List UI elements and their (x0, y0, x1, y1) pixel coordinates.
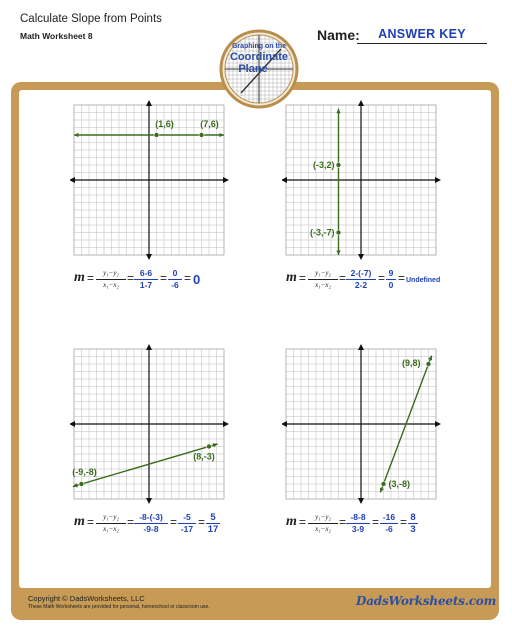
point-label: (3,-8) (388, 479, 411, 489)
general-slope-fraction: $\frac{\text{y₁−y₂}}{\text{x₁−x₂}}$ (96, 512, 126, 535)
badge-text-2: Coordinate (229, 51, 289, 63)
slope-formula-2: m = $\frac{\text{y₁−y₂}}{\text{x₁−x₂}}$ = $\frac{2-(-7)}{2-2}$ = $\frac{9}{0}$ = Undefined (286, 268, 441, 290)
point-label: (9,8) (401, 358, 421, 368)
point-label: (-9,-8) (72, 467, 97, 477)
point-1 (79, 482, 84, 487)
slope-formula-4: m = $\frac{\text{y₁−y₂}}{\text{x₁−x₂}}$ = $\frac{-8-8}{3-9}$ = $\frac{-16}{-6}$ = $\frac{8}{3}$ (286, 511, 466, 545)
badge-text-1: Graphing on the (231, 43, 287, 50)
point-1 (154, 133, 159, 138)
substituted-fraction: $\frac{-8-8}{3-9}$ (346, 512, 370, 535)
graph-4 (282, 344, 462, 504)
substituted-fraction: $\frac{-8-(-3)}{-9-8}$ (134, 512, 168, 535)
coordinate-plane-badge-icon (219, 29, 299, 109)
graph-1 (70, 100, 250, 260)
graph-3 (70, 344, 250, 504)
slope-symbol: m (74, 514, 85, 529)
slope-formula-3: m = $\frac{\text{y₁−y₂}}{\text{x₁−x₂}}$ = $\frac{-8-(-3)}{-9-8}$ = $\frac{-5}{-17}$ = $\frac{5}{17}$ (74, 512, 219, 535)
graph-line (73, 443, 218, 487)
name-underline (357, 43, 487, 44)
slope-symbol: m (286, 270, 297, 285)
point-1 (426, 362, 431, 367)
worksheet-subtitle: Math Worksheet 8 (20, 31, 93, 41)
point-label: (-3,-7) (310, 227, 335, 238)
point-label: (8,-3) (193, 451, 215, 462)
badge-text-3: Plane (238, 63, 268, 75)
general-slope-fraction: $\frac{\text{y₁−y₂}}{\text{x₁−x₂}}$ (96, 268, 126, 291)
simplified-fraction: $\frac{9}{0}$ (386, 268, 396, 291)
point-label: (7,6) (200, 119, 219, 129)
graph-2 (282, 100, 462, 260)
point-2 (199, 133, 204, 138)
point-2 (336, 230, 341, 235)
slope-result: Undefined (406, 277, 441, 284)
simplified-fraction: $\frac{-16}{-6}$ (380, 512, 398, 535)
name-label: Name: (317, 27, 360, 43)
general-slope-fraction: $\frac{\text{y₁−y₂}}{\text{x₁−x₂}}$ (308, 268, 338, 291)
axes (282, 344, 441, 504)
axes (282, 100, 441, 260)
name-value: ANSWER KEY (378, 27, 466, 41)
point-2 (381, 482, 386, 487)
point-label: (1,6) (155, 119, 174, 129)
slope-result: $\frac{5}{17}$ (207, 512, 219, 535)
simplified-fraction: $\frac{0}{-6}$ (168, 268, 182, 291)
slope-result: 0 (193, 272, 201, 287)
copyright-text: Copyright © DadsWorksheets, LLC (28, 594, 145, 603)
substituted-fraction: $\frac{2-(-7)}{2-2}$ (346, 268, 376, 291)
simplified-fraction: $\frac{-5}{-17}$ (178, 512, 196, 535)
slope-formula-1: m = $\frac{\text{y₁−y₂}}{\text{x₁−x₂}}$ = $\frac{6-6}{1-7}$ = $\frac{0}{-6}$ = 0 (74, 268, 201, 290)
worksheet-title: Calculate Slope from Points (20, 13, 162, 25)
slope-symbol: m (74, 270, 85, 285)
point-1 (336, 163, 341, 168)
general-slope-fraction: $\frac{\text{y₁−y₂}}{\text{x₁−x₂}}$ (308, 512, 338, 535)
usage-note: These Math Worksheets are provided for personal, homeschool or classroom use. (28, 604, 210, 610)
substituted-fraction: $\frac{6-6}{1-7}$ (134, 268, 158, 291)
brand-logo: DadsWorksheets.com (356, 594, 497, 608)
point-label: (-3,2) (312, 160, 335, 170)
slope-result: $\frac{8}{3}$ (408, 512, 418, 535)
slope-symbol: m (286, 514, 297, 529)
point-2 (207, 444, 212, 449)
